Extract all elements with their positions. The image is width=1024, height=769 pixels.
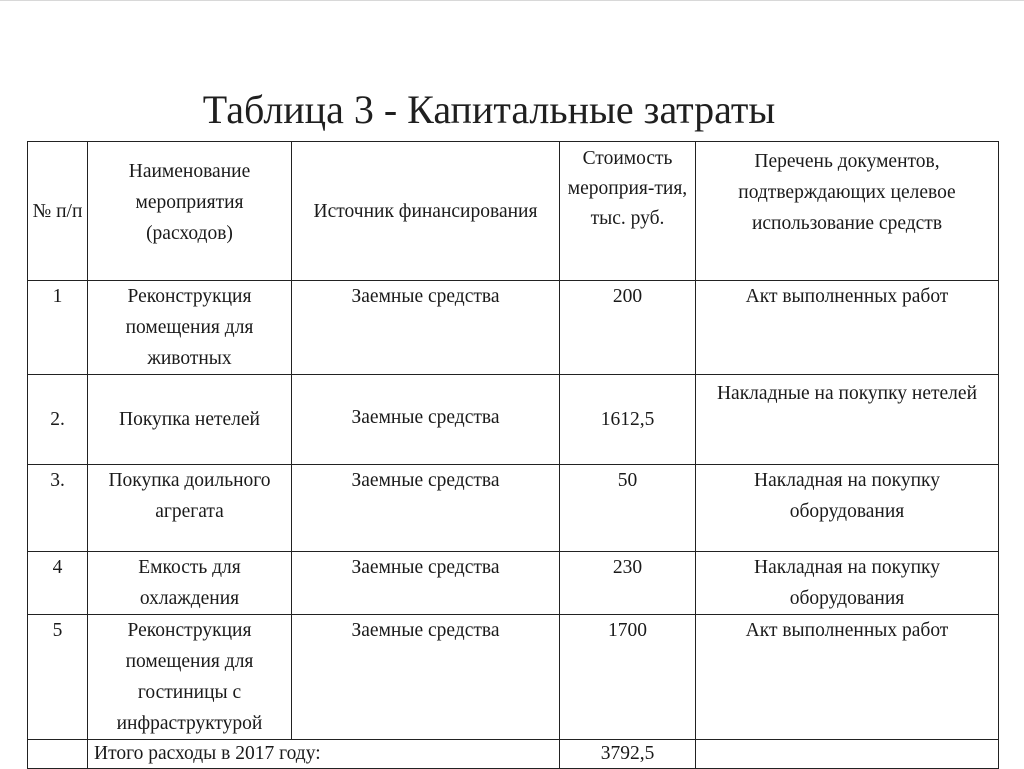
cell-name: Емкость для охлаждения — [88, 552, 292, 615]
cell-num: 5 — [28, 615, 88, 740]
table-row — [28, 375, 999, 465]
header-name: Наименование мероприятия (расходов) — [88, 142, 292, 281]
header-cost: Стоимость мероприя-тия, тыс. руб. — [560, 142, 696, 281]
cell-docs: Накладные на покупку нетелей — [696, 375, 999, 465]
cell-num: 2. — [28, 375, 88, 465]
header-docs: Перечень документов, подтверждающих целевое использование средств — [696, 142, 999, 281]
top-divider — [0, 0, 1024, 1]
cell-cost: 200 — [560, 281, 696, 375]
cell-name: Реконструкция помещения для животных — [88, 281, 292, 375]
cell-docs: Акт выполненных работ — [696, 615, 999, 740]
total-label: Итого расходы в 2017 году: — [88, 740, 560, 769]
cell-num: 4 — [28, 552, 88, 615]
table-header-row — [28, 142, 999, 281]
table-row — [28, 281, 999, 375]
header-num: № п/п — [28, 142, 88, 281]
cell-docs: Акт выполненных работ — [696, 281, 999, 375]
total-docs-empty — [696, 740, 999, 769]
cell-num: 1 — [28, 281, 88, 375]
cell-source: Заемные средства — [292, 281, 560, 375]
total-num-empty — [28, 740, 88, 769]
cell-source: Заемные средства — [292, 375, 560, 465]
cell-name: Реконструкция помещения для гостиницы с инфраструктурой — [88, 615, 292, 740]
cell-source: Заемные средства — [292, 552, 560, 615]
cell-source: Заемные средства — [292, 615, 560, 740]
table-row — [28, 552, 999, 615]
total-row — [28, 740, 999, 769]
capital-costs-table — [27, 141, 999, 769]
table-row — [28, 465, 999, 552]
total-value: 3792,5 — [560, 740, 696, 769]
cell-cost: 50 — [560, 465, 696, 552]
cell-cost: 230 — [560, 552, 696, 615]
cell-name: Покупка доильного агрегата — [88, 465, 292, 552]
cell-source: Заемные средства — [292, 465, 560, 552]
table-row — [28, 615, 999, 740]
cell-num: 3. — [28, 465, 88, 552]
page-title: Таблица 3 - Капитальные затраты — [202, 87, 776, 132]
cell-cost: 1612,5 — [560, 375, 696, 465]
cell-name: Покупка нетелей — [88, 375, 292, 465]
cell-docs: Накладная на покупку оборудования — [696, 552, 999, 615]
cell-docs: Накладная на покупку оборудования — [696, 465, 999, 552]
header-source: Источник финансирования — [292, 142, 560, 281]
cell-cost: 1700 — [560, 615, 696, 740]
